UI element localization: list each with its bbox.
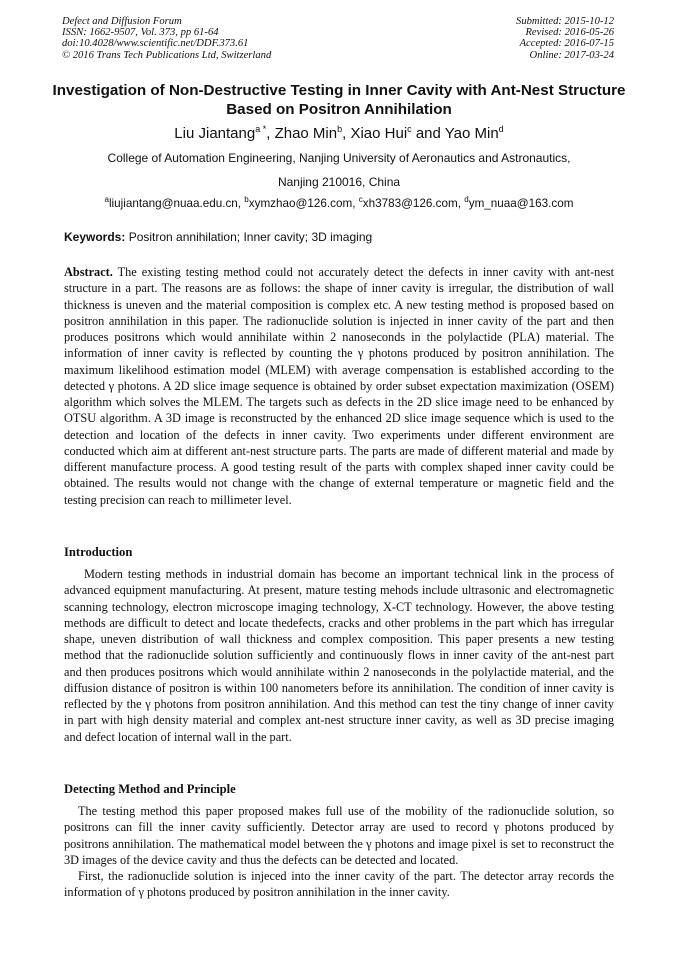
author-affil-mark: a * (255, 124, 267, 134)
method-paragraph-1: The testing method this paper proposed makes full use of the mobility of the radionuclide solution, so positrons can fill the inner cavity sufficiently. Detector array are used to record γ photons produced by positrons annihilation. The mathematical model between the γ photons and image pixel is set to reconstruct the 3D images of the device cavity and thus the defects can be detected and located. (64, 804, 614, 867)
author-name: Xiao Hui (350, 125, 408, 142)
email-address: xh3783@126.com (362, 197, 458, 210)
keywords-line (64, 230, 372, 245)
author-list (0, 125, 678, 143)
author-affil-mark: b (337, 124, 343, 134)
abstract-label: Abstract. (64, 265, 113, 279)
email-address: liujiantang@nuaa.edu.cn (108, 197, 238, 210)
author-separator: , (342, 125, 351, 142)
author-name: Yao Min (444, 125, 499, 142)
author-separator: , (266, 125, 275, 142)
email-entry (244, 197, 358, 210)
author (275, 125, 351, 142)
email-mark: a (104, 195, 109, 204)
abstract-text: The existing testing method could not accurately detect the defects in inner cavity with ant-nest structure in a part. The reasons are as follows: the shape of inner cavity is irregular, the distribution of wall thickness is uneven and the material composition is complex etc. A new testing method is proposed based on positron annihilation in this paper. The radionuclide solution is injected in inner cavity of the part and then produces positrons which would annihilate within 2 nanoseconds in the polylactide (PLA) material. The information of inner cavity is reflected by counting the γ photons produced by positron annihilation. The maximum likelihood estimation model (MLEM) with average compensation is established according to the detected γ photons. A 2D slice image sequence is obtained by order subset expectation maximization (OSEM) algorithm which solves the MLEM. The targets such as defects in the 2D slice image need to be enhanced by OTSU algorithm. A 3D image is reconstructed by the enhanced 2D slice image sequence which is used to the detection and location of the defects in inner cavity. Two experiments under different environment are conducted which aim at different ant-nest structure parts. The parts are made of different material and made by different manufacture process. A good testing result of the parts with complex shaped inner cavity could be obtained. The results would not change with the change of external temperature or magnetic field and the testing precision can reach to millimeter level. (64, 265, 614, 507)
section-heading-method: Detecting Method and Principle (64, 782, 236, 796)
author (445, 125, 504, 142)
email-mark: d (464, 195, 469, 204)
email-entry (359, 197, 465, 210)
affiliation-line-2: Nanjing 210016, China (277, 175, 401, 189)
author-separator: and (411, 125, 445, 142)
accepted-date: Accepted: 2016-07-15 (519, 38, 614, 50)
email-separator: , (457, 197, 465, 210)
email-entry (464, 197, 573, 210)
section-heading-introduction: Introduction (64, 545, 133, 559)
introduction-paragraph: Modern testing methods in industrial domain has become an important technical link in the process of advanced equipment manufacturing. At present, mature testing mehods include ultrasonic and electromagnetic scanning technology, electron microscope imaging technology, X-CT technology. However, the above testing methods are difficult to detect and locate thedefects, cracks and other problems in the part which has irregular shape, uneven distribution of wall thickness and complex composition. This paper presents a new testing method that the radionuclide solution sufficiently and continuously flows in inner cavity of the ant-nest part and then produces positrons which would annihilate within 2 nanoseconds in the polylactide material, and the diffusion distance of positron is within 100 nanometers before its annihilation. The condition of inner cavity is reflected by the γ photons from positron annihilation. And this method can test the tiny change of inner cavity in part with high density material and complex ant-nest structure inner cavity, as well as 3D precise imaging and defect location of internal wall in the part. (64, 567, 614, 744)
email-entry (105, 197, 245, 210)
author-affil-mark: d (498, 124, 504, 134)
doi-line: doi:10.4028/www.scientific.net/DDF.373.61 (62, 38, 249, 50)
dates-header (516, 16, 614, 61)
author (350, 125, 444, 142)
keywords-label: Keywords: (64, 230, 126, 244)
author-name: Zhao Min (274, 125, 338, 142)
email-address: xymzhao@126.com (248, 197, 353, 210)
revised-date: Revised: 2016-05-26 (525, 27, 614, 39)
method-paragraph-2: First, the radionuclide solution is injeced into the inner cavity of the part. The detector array records the information of γ photons produced by positron annihilation in the inner cavity. (64, 869, 614, 900)
paper-title: Investigation of Non-Destructive Testing in Inner Cavity with Ant-Nest Structure Based on Positron Annihilation (52, 82, 626, 118)
author-affil-mark: c (407, 124, 412, 134)
abstract-paragraph (64, 264, 614, 508)
email-mark: b (244, 195, 249, 204)
journal-header (62, 16, 271, 61)
keywords-text: Positron annihilation; Inner cavity; 3D imaging (128, 230, 373, 244)
online-date: Online: 2017-03-24 (529, 49, 614, 61)
issn-line: ISSN: 1662-9507, Vol. 373, pp 61-64 (62, 27, 219, 39)
journal-name: Defect and Diffusion Forum (62, 16, 182, 27)
email-separator: , (352, 197, 359, 210)
email-mark: c (358, 195, 363, 204)
email-address: ym_nuaa@163.com (468, 197, 574, 210)
author (174, 125, 274, 142)
affiliation-line-1: College of Automation Engineering, Nanjing University of Aeronautics and Astronautics, (107, 151, 571, 165)
email-separator: , (237, 197, 245, 210)
author-name: Liu Jiantang (174, 125, 256, 142)
submitted-date: Submitted: 2015-10-12 (516, 16, 614, 27)
email-list (0, 196, 678, 211)
copyright-line: © 2016 Trans Tech Publications Ltd, Switzerland (62, 49, 272, 61)
